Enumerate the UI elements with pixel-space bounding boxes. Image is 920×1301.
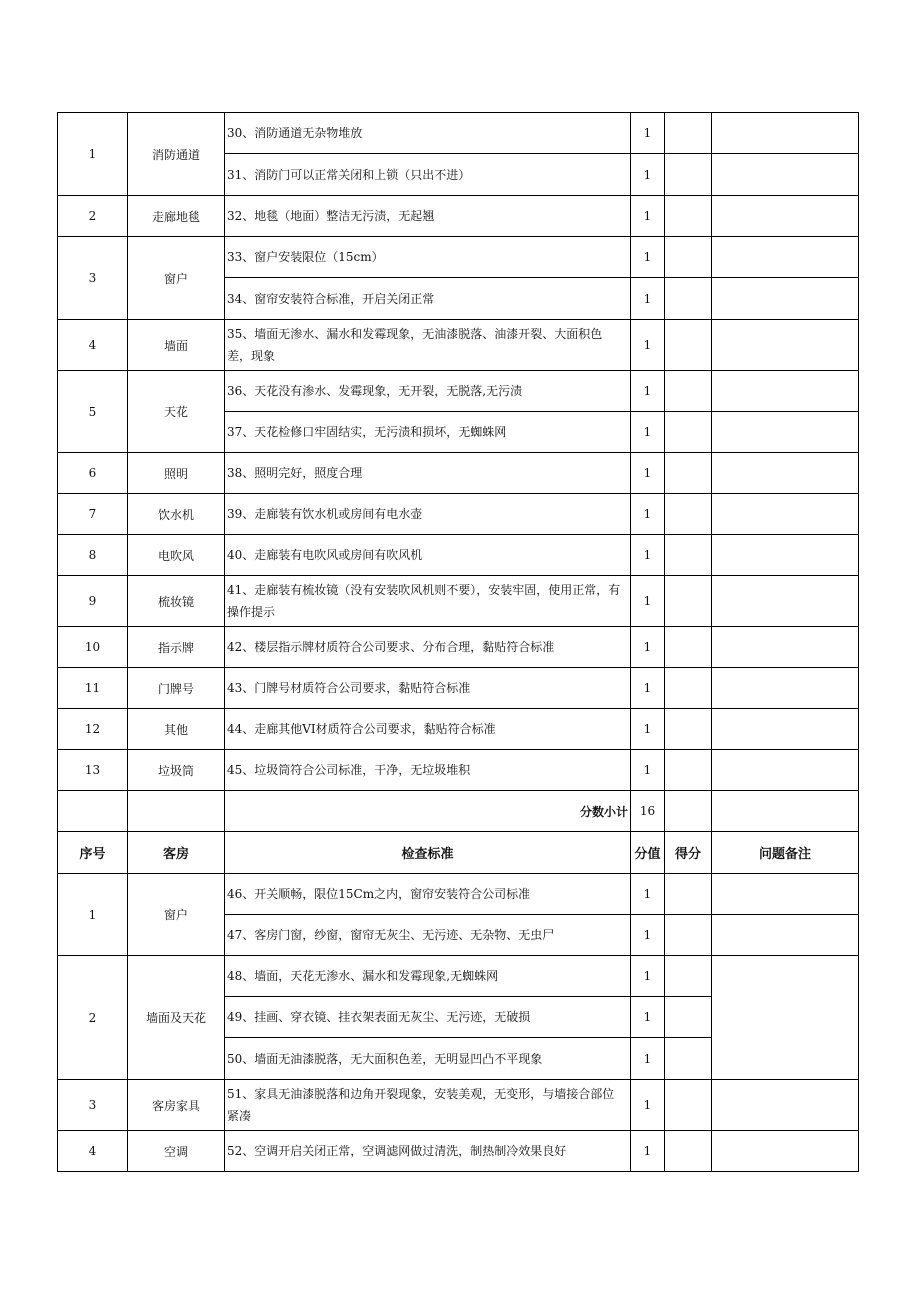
row-index: 12 — [58, 709, 128, 750]
score-cell[interactable] — [665, 320, 712, 371]
row-standard: 38、照明完好，照度合理 — [225, 453, 631, 494]
row-max-score: 1 — [631, 915, 665, 956]
row-standard: 35、墙面无渗水、漏水和发霉现象，无油漆脱落、油漆开裂、大面积色差，现象 — [225, 320, 631, 371]
row-max-score: 1 — [631, 113, 665, 154]
table-row — [58, 668, 859, 709]
score-cell[interactable] — [665, 237, 712, 278]
notes-cell[interactable] — [712, 627, 859, 668]
notes-cell[interactable] — [712, 535, 859, 576]
table-row — [58, 956, 859, 997]
row-category: 空调 — [128, 1131, 225, 1172]
row-index: 11 — [58, 668, 128, 709]
row-standard: 37、天花检修口牢固结实，无污渍和损坏，无蜘蛛网 — [225, 412, 631, 453]
subtotal-value: 16 — [631, 791, 665, 832]
score-cell[interactable] — [665, 196, 712, 237]
row-standard: 31、消防门可以正常关闭和上锁（只出不进） — [225, 154, 631, 196]
score-cell[interactable] — [665, 709, 712, 750]
row-index: 13 — [58, 750, 128, 791]
score-cell[interactable] — [665, 627, 712, 668]
header-score: 得分 — [665, 832, 712, 874]
row-category: 垃圾筒 — [128, 750, 225, 791]
row-index: 1 — [58, 113, 128, 196]
table-row — [58, 196, 859, 237]
row-max-score: 1 — [631, 997, 665, 1038]
row-standard: 43、门牌号材质符合公司要求，黏贴符合标准 — [225, 668, 631, 709]
score-cell[interactable] — [665, 494, 712, 535]
row-max-score: 1 — [631, 412, 665, 453]
row-index: 1 — [58, 874, 128, 956]
row-category: 门牌号 — [128, 668, 225, 709]
table-row — [58, 113, 859, 154]
table-row — [58, 627, 859, 668]
row-index: 2 — [58, 956, 128, 1080]
notes-cell[interactable] — [712, 412, 859, 453]
notes-cell[interactable] — [712, 1131, 859, 1172]
row-index: 3 — [58, 237, 128, 320]
row-category: 墙面 — [128, 320, 225, 371]
subtotal-score-cell[interactable] — [665, 791, 712, 832]
score-cell[interactable] — [665, 750, 712, 791]
score-cell[interactable] — [665, 874, 712, 915]
row-index: 10 — [58, 627, 128, 668]
notes-cell[interactable] — [712, 320, 859, 371]
row-index: 3 — [58, 1080, 128, 1131]
row-standard: 49、挂画、穿衣镜、挂衣架表面无灰尘、无污迹，无破损 — [225, 997, 631, 1038]
row-standard: 39、走廊装有饮水机或房间有电水壶 — [225, 494, 631, 535]
row-category: 走廊地毯 — [128, 196, 225, 237]
table-row — [58, 494, 859, 535]
row-index: 6 — [58, 453, 128, 494]
score-cell[interactable] — [665, 576, 712, 627]
score-cell[interactable] — [665, 915, 712, 956]
row-standard: 41、走廊装有梳妆镜（没有安装吹风机则不要），安装牢固，使用正常，有操作提示 — [225, 576, 631, 627]
table-row — [58, 874, 859, 915]
row-category: 天花 — [128, 371, 225, 453]
row-standard: 32、地毯（地面）整洁无污渍，无起翘 — [225, 196, 631, 237]
header-index: 序号 — [58, 832, 128, 874]
row-standard: 45、垃圾筒符合公司标准，干净，无垃圾堆积 — [225, 750, 631, 791]
score-cell[interactable] — [665, 113, 712, 154]
row-category: 其他 — [128, 709, 225, 750]
notes-cell[interactable] — [712, 196, 859, 237]
table-header-row — [58, 832, 859, 874]
row-max-score: 1 — [631, 576, 665, 627]
row-max-score: 1 — [631, 278, 665, 320]
notes-cell[interactable] — [712, 237, 859, 278]
score-cell[interactable] — [665, 371, 712, 412]
row-max-score: 1 — [631, 494, 665, 535]
table-row — [58, 453, 859, 494]
score-cell[interactable] — [665, 956, 712, 997]
notes-cell[interactable] — [712, 576, 859, 627]
table-row — [58, 237, 859, 278]
table-row — [58, 535, 859, 576]
notes-cell[interactable] — [712, 453, 859, 494]
header-standard: 检查标准 — [225, 832, 631, 874]
score-cell[interactable] — [665, 278, 712, 320]
header-category: 客房 — [128, 832, 225, 874]
row-standard: 34、窗帘安装符合标准，开启关闭正常 — [225, 278, 631, 320]
row-category: 梳妆镜 — [128, 576, 225, 627]
table-row — [58, 1131, 859, 1172]
subtotal-row — [58, 791, 859, 832]
row-standard: 50、墙面无油漆脱落，无大面积色差，无明显凹凸不平现象 — [225, 1038, 631, 1080]
row-max-score: 1 — [631, 709, 665, 750]
row-index: 5 — [58, 371, 128, 453]
row-max-score: 1 — [631, 668, 665, 709]
notes-cell[interactable] — [712, 668, 859, 709]
header-max-score: 分值 — [631, 832, 665, 874]
notes-cell[interactable] — [712, 709, 859, 750]
row-standard: 52、空调开启关闭正常，空调滤网做过清洗，制热制冷效果良好 — [225, 1131, 631, 1172]
row-max-score: 1 — [631, 237, 665, 278]
row-index: 9 — [58, 576, 128, 627]
row-standard: 48、墙面，天花无渗水、漏水和发霉现象,无蜘蛛网 — [225, 956, 631, 997]
score-cell[interactable] — [665, 668, 712, 709]
score-cell[interactable] — [665, 1080, 712, 1131]
row-max-score: 1 — [631, 627, 665, 668]
row-standard: 33、窗户安装限位（15cm） — [225, 237, 631, 278]
score-cell[interactable] — [665, 535, 712, 576]
row-standard: 47、客房门窗，纱窗，窗帘无灰尘、无污迹、无杂物、无虫尸 — [225, 915, 631, 956]
table-row — [58, 371, 859, 412]
table-row — [58, 1080, 859, 1131]
notes-cell[interactable] — [712, 113, 859, 154]
table-row — [58, 576, 859, 627]
notes-cell[interactable] — [712, 154, 859, 196]
row-max-score: 1 — [631, 453, 665, 494]
row-category: 饮水机 — [128, 494, 225, 535]
row-index: 8 — [58, 535, 128, 576]
row-index: 4 — [58, 1131, 128, 1172]
row-max-score: 1 — [631, 320, 665, 371]
subtotal-label: 分数小计 — [225, 791, 631, 832]
inspection-table — [57, 112, 859, 1172]
row-max-score: 1 — [631, 1080, 665, 1131]
score-cell[interactable] — [665, 453, 712, 494]
row-max-score: 1 — [631, 1038, 665, 1080]
notes-cell[interactable] — [712, 750, 859, 791]
empty-cell — [128, 791, 225, 832]
row-max-score: 1 — [631, 154, 665, 196]
row-standard: 42、楼层指示牌材质符合公司要求、分布合理，黏贴符合标准 — [225, 627, 631, 668]
subtotal-notes-cell[interactable] — [712, 791, 859, 832]
row-category: 指示牌 — [128, 627, 225, 668]
header-notes: 问题备注 — [712, 832, 859, 874]
notes-cell[interactable] — [712, 915, 859, 956]
row-category: 窗户 — [128, 874, 225, 956]
row-max-score: 1 — [631, 1131, 665, 1172]
row-category: 窗户 — [128, 237, 225, 320]
row-max-score: 1 — [631, 371, 665, 412]
row-category: 照明 — [128, 453, 225, 494]
table-row — [58, 320, 859, 371]
row-index: 2 — [58, 196, 128, 237]
notes-cell[interactable] — [712, 874, 859, 915]
row-standard: 40、走廊装有电吹风或房间有吹风机 — [225, 535, 631, 576]
row-max-score: 1 — [631, 956, 665, 997]
row-standard: 44、走廊其他VI材质符合公司要求，黏贴符合标准 — [225, 709, 631, 750]
row-standard: 30、消防通道无杂物堆放 — [225, 113, 631, 154]
notes-cell[interactable] — [712, 371, 859, 412]
notes-cell[interactable] — [712, 1080, 859, 1131]
row-category: 电吹风 — [128, 535, 225, 576]
notes-cell[interactable] — [712, 494, 859, 535]
row-category: 客房家具 — [128, 1080, 225, 1131]
score-cell[interactable] — [665, 1131, 712, 1172]
row-standard: 36、天花没有渗水、发霉现象，无开裂，无脱落,无污渍 — [225, 371, 631, 412]
row-max-score: 1 — [631, 535, 665, 576]
notes-cell[interactable] — [712, 956, 859, 1080]
row-category: 墙面及天花 — [128, 956, 225, 1080]
table-row — [58, 750, 859, 791]
row-category: 消防通道 — [128, 113, 225, 196]
row-max-score: 1 — [631, 874, 665, 915]
row-max-score: 1 — [631, 196, 665, 237]
notes-cell[interactable] — [712, 278, 859, 320]
row-index: 7 — [58, 494, 128, 535]
table-row — [58, 709, 859, 750]
row-max-score: 1 — [631, 750, 665, 791]
score-cell[interactable] — [665, 1038, 712, 1080]
row-standard: 51、家具无油漆脱落和边角开裂现象，安装美观，无变形，与墙接合部位紧凑 — [225, 1080, 631, 1131]
score-cell[interactable] — [665, 412, 712, 453]
score-cell[interactable] — [665, 997, 712, 1038]
score-cell[interactable] — [665, 154, 712, 196]
empty-cell — [58, 791, 128, 832]
row-index: 4 — [58, 320, 128, 371]
row-standard: 46、开关顺畅，限位15Cm之内，窗帘安装符合公司标准 — [225, 874, 631, 915]
